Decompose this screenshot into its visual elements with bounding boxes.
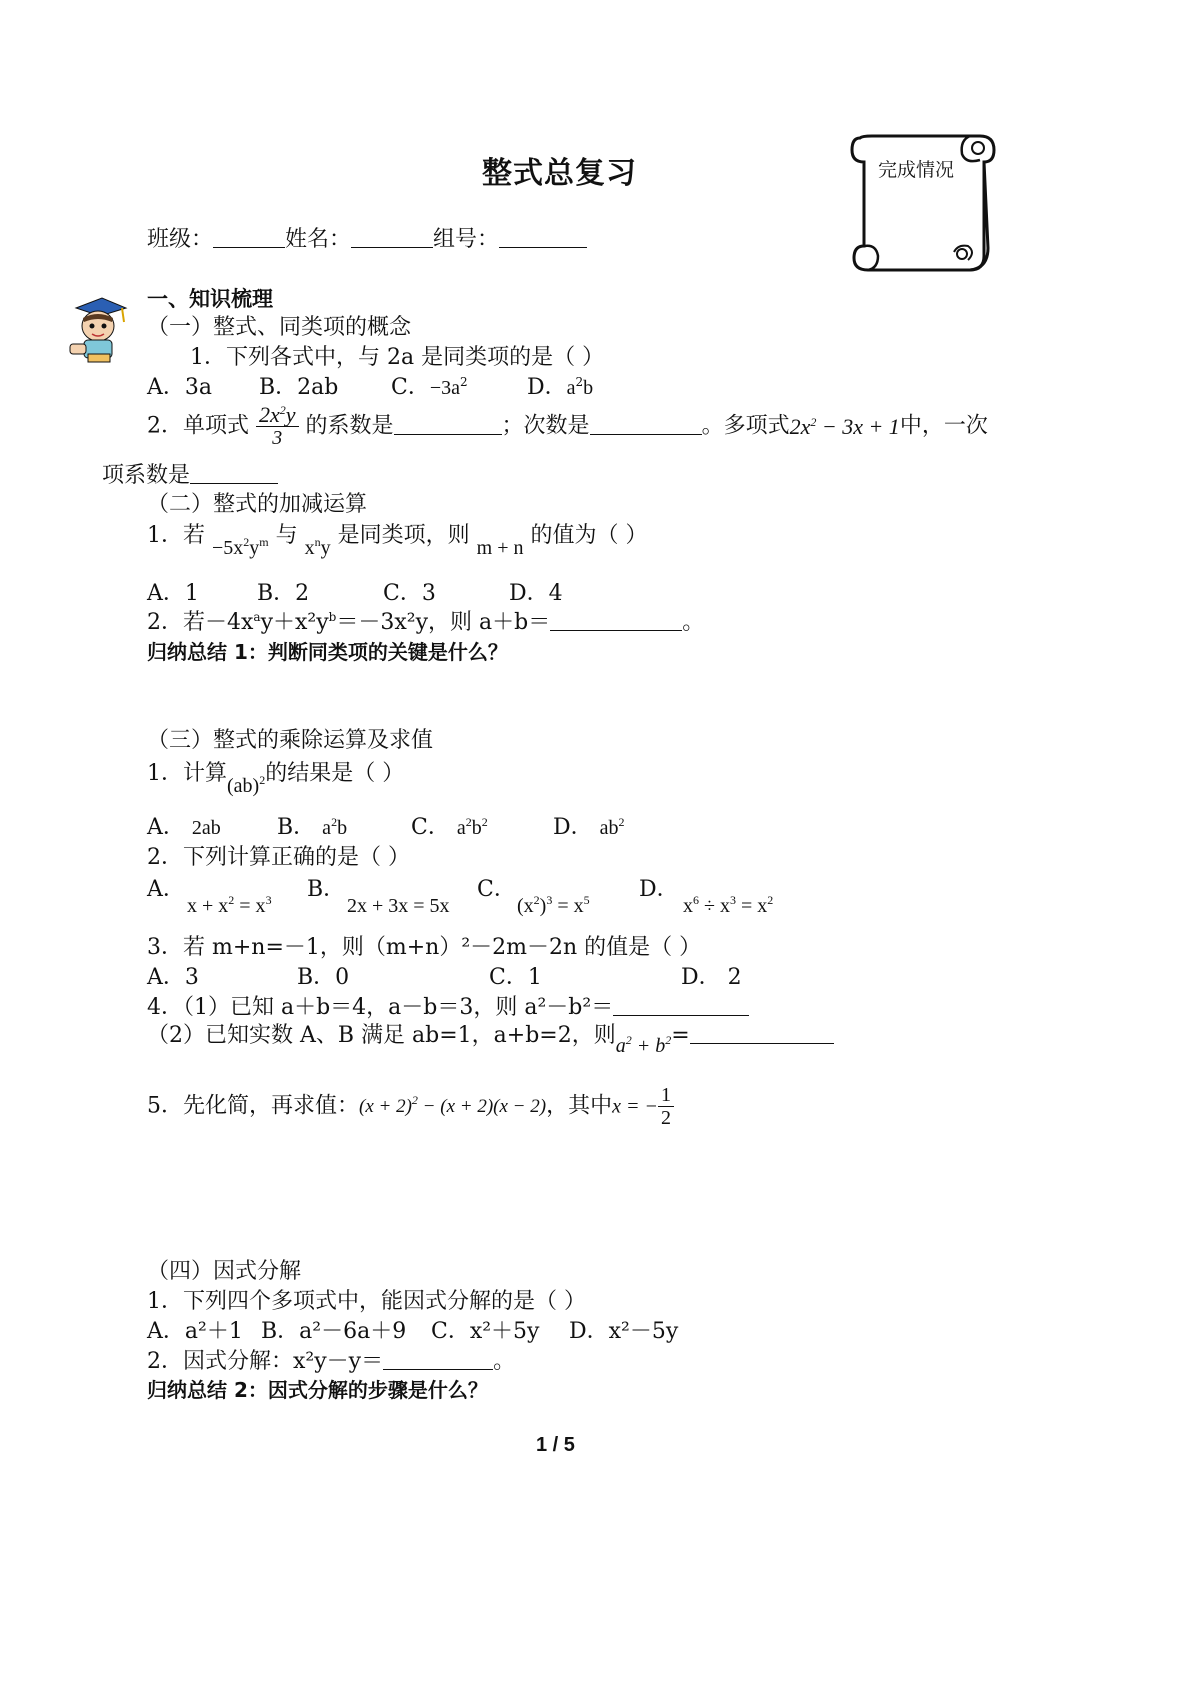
option-a[interactable]: A．3 (147, 965, 199, 990)
option-a[interactable]: A．3a (147, 375, 213, 400)
option-b[interactable]: B．2ab (259, 375, 339, 400)
option-d[interactable]: D． 2 (681, 965, 742, 990)
completion-label: 完成情况 (878, 159, 955, 181)
class-blank[interactable] (213, 227, 285, 248)
option-c[interactable]: C．1 (489, 965, 542, 990)
factorization-blank[interactable] (383, 1349, 493, 1370)
name-label: 姓名： (285, 227, 352, 252)
part1-heading: （一）整式、同类项的概念 (147, 315, 412, 340)
summary-1: 归纳总结 1：判断同类项的关键是什么？ (147, 640, 508, 664)
part1-q1: 1．下列各式中，与 2a 是同类项的是（ ） (190, 345, 605, 370)
option-d[interactable]: D．4 (509, 581, 563, 606)
option-c[interactable]: C．$-3a^2$ (391, 375, 468, 400)
part2-q1: 1．若 $-5x^2y^m$ 与 $x^ny$ 是同类项，则 m + n 的值为（ ） (147, 523, 648, 559)
part3-q4-2: （2）已知实数 A、B 满足 ab=1，a+b=2，则$a^2 + b^2=$ (147, 1022, 834, 1050)
student-icon (68, 294, 130, 364)
summary-2: 归纳总结 2：因式分解的步骤是什么？ (147, 1378, 488, 1402)
group-label: 组号： (433, 227, 500, 252)
student-mascot (68, 294, 130, 364)
section-heading: 一、知识梳理 (147, 287, 273, 311)
part3-q3: 3．若 m+n=－1，则（m+n）²－2m－2n 的值是（ ） (147, 935, 702, 960)
option-a[interactable]: A． 2ab (147, 815, 221, 840)
part2-heading: （二）整式的加减运算 (147, 492, 368, 517)
completion-scroll-badge (842, 128, 1002, 278)
option-b[interactable]: B．2 (257, 581, 310, 606)
part3-q1: 1．计算(ab)$^2$的结果是（ ） (147, 761, 405, 797)
monomial-fraction: $\frac{2x^2y}{3}$ (256, 404, 299, 449)
part3-heading: （三）整式的乘除运算及求值 (147, 728, 434, 753)
option-c[interactable]: C． (477, 877, 516, 902)
part3-q4-1: 4．（1）已知 a＋b＝4，a－b＝3，则 a²－b²＝ (147, 994, 749, 1022)
part3-q5: 5．先化简，再求值：$(x + 2)^2 - (x + 2)(x - 2)$，其中x = − $\frac{1}{2}$ (147, 1084, 674, 1136)
sum-of-squares-blank[interactable] (690, 1023, 834, 1044)
linear-coefficient-blank[interactable] (190, 463, 278, 484)
option-b[interactable]: B． (307, 877, 346, 902)
option-d[interactable]: D．$a^2b$ (527, 375, 594, 400)
part4-heading: （四）因式分解 (147, 1259, 302, 1284)
part3-q2-options: A． $x + x^2 = x^3$ B． 2x + 3x = 5x C． $(x^2)^3 = x^5$ D． $x^6 \div x^3 = x^2$ (147, 877, 774, 917)
option-d[interactable]: D． (639, 877, 679, 902)
part1-q2 (147, 404, 988, 456)
option-a[interactable]: A．a²＋1 (147, 1319, 243, 1344)
part3-q2: 2．下列计算正确的是（ ） (147, 845, 410, 870)
value-fraction: $\frac{1}{2}$ (658, 1084, 674, 1129)
page-title: 整式总复习 (482, 156, 637, 191)
option-c[interactable]: C． $a^2b^2$ (411, 815, 488, 840)
class-label: 班级： (147, 227, 214, 252)
part4-q1: 1．下列四个多项式中，能因式分解的是（ ） (147, 1289, 586, 1314)
a-plus-b-blank[interactable] (550, 610, 682, 631)
option-c[interactable]: C．x²＋5y (431, 1319, 540, 1344)
name-blank[interactable] (351, 227, 433, 248)
option-b[interactable]: B．0 (297, 965, 350, 990)
page-number: 1 / 5 (536, 1434, 575, 1456)
group-blank[interactable] (499, 227, 587, 248)
scroll-icon (842, 128, 1002, 278)
part4-q2: 2．因式分解：x²y－y＝ 。 (147, 1349, 516, 1374)
header-fields (147, 226, 587, 254)
q2-tail: 中，一次 (899, 413, 988, 439)
polynomial-expr: $2x^2 - 3x + 1$ (789, 413, 900, 439)
q2-mid1: 的系数是 (305, 413, 394, 439)
difference-of-squares-blank[interactable] (613, 995, 749, 1016)
option-d[interactable]: D．x²－5y (569, 1319, 679, 1344)
q2-mid2: ；次数是 (501, 413, 590, 439)
option-a[interactable]: A．1 (147, 581, 199, 606)
part2-q2: 2．若$-4x^ay+x^2y^b=-3x^2y$，则 a＋b＝ 。 (147, 610, 705, 635)
option-d[interactable]: D． $ab^2$ (553, 815, 625, 840)
degree-blank[interactable] (590, 414, 702, 435)
option-a[interactable]: A． (147, 877, 185, 902)
q2-prefix: 2．单项式 (147, 413, 249, 439)
part1-q2-line2: 项系数是 (102, 462, 278, 490)
option-b[interactable]: B． $a^2b$ (277, 815, 348, 840)
q2-mid3: 。多项式 (701, 413, 790, 439)
coefficient-blank[interactable] (394, 414, 502, 435)
option-c[interactable]: C．3 (383, 581, 436, 606)
option-b[interactable]: B．a²－6a＋9 (261, 1319, 407, 1344)
